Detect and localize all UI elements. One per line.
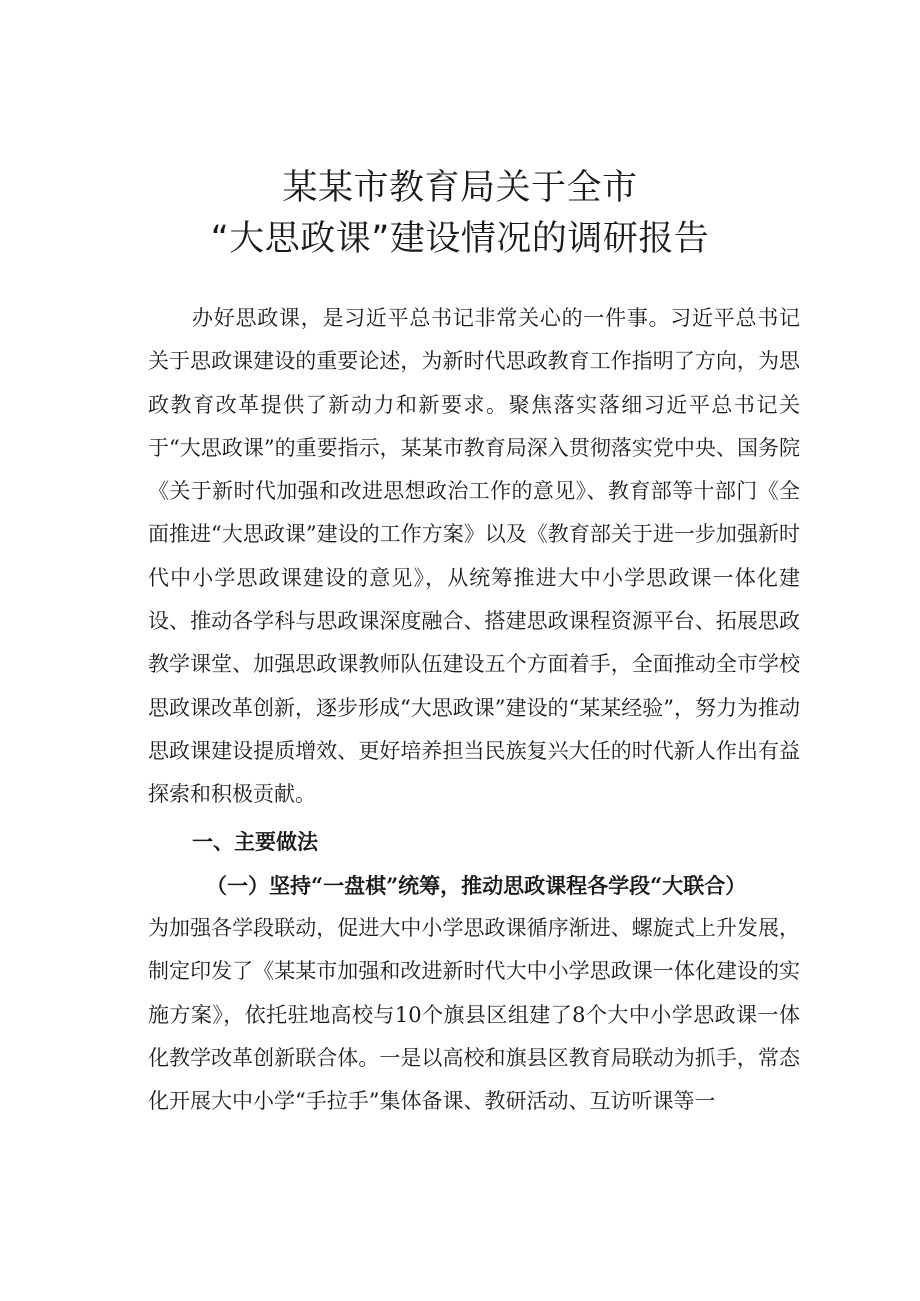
section-heading: 一、主要做法 bbox=[192, 830, 318, 854]
intro-paragraph: 办好思政课，是习近平总书记非常关心的一件事。习近平总书记关于思政课建设的重要论述，为新时代思政教育工作指明了方向，为思政教育改革提供了新动力和新要求。聚焦落实落细习近平总书记关于“大思政课”的重要指示，某某市教育局深入贯彻落实党中央、国务院《关于新时代加强和改进思想政治工作的意见》、教育部等十部门《全面推进“大思政课”建设的工作方案》以及《教育部关于进一步加强新时代中小学思政课建设的意见》，从统筹推进大中小学思政课一体化建设、推动各学科与思政课深度融合、搭建思政课程资源平台、拓展思政教学课堂、加强思政课教师队伍建设五个方面着手，全面推动全市学校思政课改革创新，逐步形成“大思政课”建设的“某某经验”，努力为推动思政课建设提质增效、更好培养担当民族复兴大任的时代新人作出有益探索和积极贡献。 bbox=[148, 306, 800, 807]
subsection-heading: （一）坚持“一盘棋”统筹，推动思政课程各学段“大联合） bbox=[206, 873, 747, 898]
document-title-line1: 某某市教育局关于全市 bbox=[282, 168, 638, 208]
document-title-line2: “大思政课”建设情况的调研报告 bbox=[210, 219, 710, 259]
body-paragraph: 为加强各学段联动，促进大中小学思政课循序渐进、螺旋式上升发展，制定印发了《某某市加强和改进新时代大中小学思政课一体化建设的实施方案》，依托驻地高校与10个旗县区组建了8个大中小学思政课一体化教学改革创新联合体。一是以高校和旗县区教育局联动为抓手，常态化开展大中小学“手拉手”集体备课、教研活动、互访听课等一 bbox=[148, 916, 800, 1114]
